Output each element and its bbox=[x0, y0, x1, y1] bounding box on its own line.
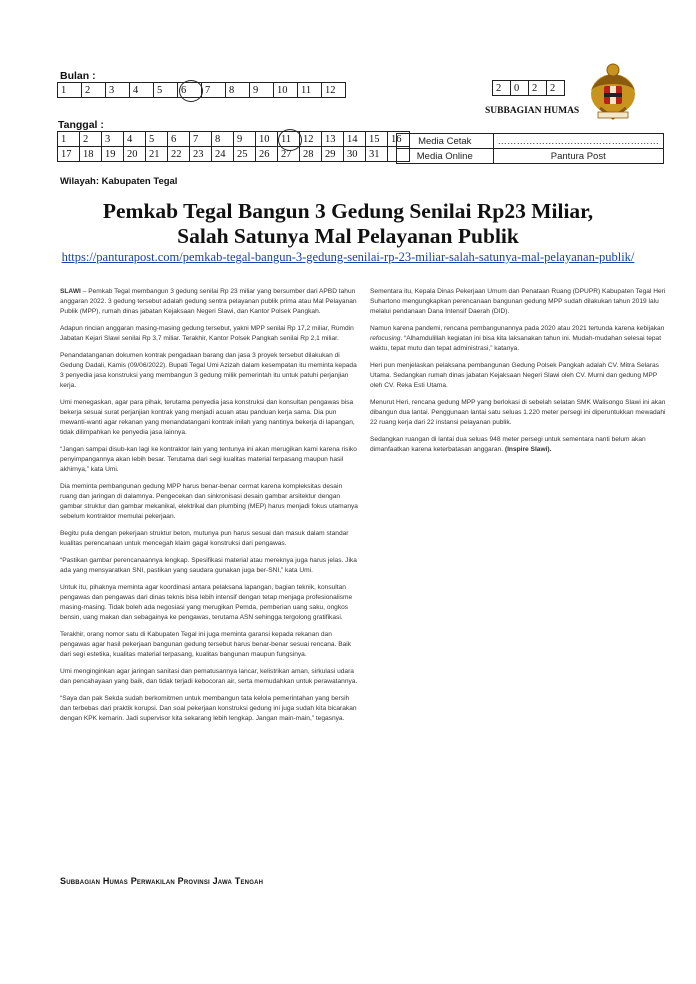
date-grid bbox=[57, 131, 410, 162]
selection-circle bbox=[278, 129, 302, 151]
date-cell: 23 bbox=[190, 147, 212, 162]
month-cell: 10 bbox=[274, 83, 298, 98]
media-online-label: Media Online bbox=[397, 149, 494, 164]
date-cell: 21 bbox=[146, 147, 168, 162]
date-cell: 4 bbox=[124, 132, 146, 147]
bulan-label: Bulan : bbox=[60, 70, 96, 82]
month-cell: 5 bbox=[154, 83, 178, 98]
selection-circle bbox=[179, 80, 203, 102]
month-cell: 9 bbox=[250, 83, 274, 98]
date-cell: 27 bbox=[278, 147, 300, 162]
italic-term: refocusing bbox=[370, 335, 401, 342]
month-cell-selected: 6 bbox=[178, 83, 202, 98]
paragraph-text: Namun karena pandemi, rencana pembangunannya pada 2020 atau 2021 tertunda karena kebijakan bbox=[370, 325, 665, 332]
paragraph: Heri pun menjelaskan pelaksana pembangunan Gedung Polsek Pangkah adalah CV. Mitra Selaras Utama. Sedangkan rumah dinas jabatan Kejaksaan Negeri Slawi oleh CV. Murni dan gedung MPP oleh CV. Reka Esti Utama. bbox=[370, 362, 659, 389]
date-cell: 17 bbox=[58, 147, 80, 162]
media-online-value: Pantura Post bbox=[493, 149, 664, 164]
month-cell: 12 bbox=[322, 83, 346, 98]
article-url-link[interactable]: https://panturapost.com/pemkab-tegal-bangun-3-gedung-senilai-rp-23-miliar-salah-satunya-mal-pelayanan-publik/ bbox=[61, 250, 635, 264]
month-cell: 2 bbox=[82, 83, 106, 98]
paragraph-text: – Pemkab Tegal membangun 3 gedung senilai Rp 23 miliar yang bersumber dari APBD tahun anggaran 2022. 3 gedung tersebut adalah gedung sentra pelayanan publik prima atau Mal Pelayanan Publik (MPP), rumah dinas jabatan Kejaksaan Negeri Slawi, dan Kantor Polsek Pangkah. bbox=[60, 288, 357, 315]
paragraph: Umi menegaskan, agar para pihak, terutama penyedia jasa konstruksi dan konsultan pengawas bisa bekerja sesuai surat perjanjian kontrak yang menjadi acuan atau panduan kerja sama. Dia pun mewanti-wanti agar rekanan yang menandatangani kontrak inilah yang nantinya bekerja di lapangan, tidak dilimpahkan ke penyedia jasa lainnya. bbox=[60, 399, 355, 436]
date-cell: 1 bbox=[58, 132, 80, 147]
date-cell: 18 bbox=[80, 147, 102, 162]
date-cell: 29 bbox=[322, 147, 344, 162]
date-cell: 8 bbox=[212, 132, 234, 147]
date-cell: 3 bbox=[102, 132, 124, 147]
date-cell: 15 bbox=[366, 132, 388, 147]
date-cell: 12 bbox=[300, 132, 322, 147]
article-title bbox=[40, 199, 656, 249]
date-cell: 31 bbox=[366, 147, 388, 162]
date-cell: 26 bbox=[256, 147, 278, 162]
year-digit: 2 bbox=[493, 81, 511, 96]
date-cell: 30 bbox=[344, 147, 366, 162]
article-title-line2: Salah Satunya Mal Pelayanan Publik bbox=[177, 224, 519, 248]
year-box bbox=[492, 80, 565, 96]
date-cell: 6 bbox=[168, 132, 190, 147]
date-cell: 19 bbox=[102, 147, 124, 162]
paragraph: “Pastikan gambar perencanaannya lengkap. Spesifikasi material atau mereknya juga harus jelas. Jika ada yang mensyaratkan SNI, pastikan yang saudara gunakan juga ber-SNI,” kata Umi. bbox=[60, 557, 357, 574]
date-cell: 9 bbox=[234, 132, 256, 147]
paragraph bbox=[370, 435, 666, 455]
garuda-emblem-icon bbox=[588, 62, 638, 122]
date-cell: 25 bbox=[234, 147, 256, 162]
paragraph bbox=[370, 324, 666, 354]
paragraph bbox=[60, 287, 360, 317]
date-cell: 7 bbox=[190, 132, 212, 147]
media-cetak-label: Media Cetak bbox=[397, 134, 494, 149]
year-digit: 2 bbox=[547, 81, 565, 96]
month-cell: 7 bbox=[202, 83, 226, 98]
date-cell: 20 bbox=[124, 147, 146, 162]
dateline: SLAWI bbox=[60, 288, 81, 295]
year-digit: 0 bbox=[511, 81, 529, 96]
date-cell: 14 bbox=[344, 132, 366, 147]
paragraph: “Jangan sampai disub-kan lagi ke kontraktor lain yang tentunya ini akan merugikan kami karena risiko penyimpangannya akan lebih besar. Terutama dari segi kualitas material terpasang maupun hasil akhirnya,” kata Umi. bbox=[60, 446, 357, 473]
date-cell: 24 bbox=[212, 147, 234, 162]
media-cetak-value: …………………………………………… bbox=[493, 134, 664, 149]
date-cell: 13 bbox=[322, 132, 344, 147]
month-cell: 1 bbox=[58, 83, 82, 98]
month-cell: 11 bbox=[298, 83, 322, 98]
tanggal-label: Tanggal : bbox=[58, 119, 104, 131]
date-cell: 10 bbox=[256, 132, 278, 147]
month-cell: 8 bbox=[226, 83, 250, 98]
paragraph: Terakhir, orang nomor satu di Kabupaten Tegal ini juga meminta garansi kepada rekanan dan pengawas agar hasil pekerjaan bangunan gedung tersebut harus benar-benar sesuai rencana. Baik dari segi estetika, kualitas material terpasang, kualitas bangunan maupun fungsinya. bbox=[60, 631, 352, 658]
date-cell-selected: 11 bbox=[278, 132, 300, 147]
year-digit: 2 bbox=[529, 81, 547, 96]
paragraph-text: . “Alhamdulillah kegiatan ini bisa kita laksanakan tahun ini. Mudah-mudahan selesai tepat waktu, tepat mutu dan tepat administrasi,” katanya. bbox=[370, 335, 662, 352]
wilayah-label: Wilayah: Kabupaten Tegal bbox=[60, 176, 178, 187]
paragraph: Sementara itu, Kepala Dinas Pekerjaan Umum dan Penataan Ruang (DPUPR) Kabupaten Tegal Heri Suhartono mengungkapkan perencanaan bangunan gedung MPP sudah dilakukan tahun 2019 lalu melalui pendanaan Dana Intensif Daerah (DID). bbox=[370, 288, 666, 315]
date-cell: 5 bbox=[146, 132, 168, 147]
month-cell: 3 bbox=[106, 83, 130, 98]
date-cell: 2 bbox=[80, 132, 102, 147]
author-credit: (Inspire Slawi). bbox=[504, 446, 552, 453]
org-name: SUBBAGIAN HUMAS bbox=[485, 106, 580, 116]
paragraph: Dia meminta pembangunan gedung MPP harus benar-benar cermat karena kompleksitas desain ruang dan jaringan di dalamnya. Pengecekan dan sinkronisasi desain gambar arsitektur dengan gambar struktur dan gambar mekanikal, elektrikal dan plumbing (MEP) harus menjadi fokus utamanya sebelum kontraktor memulai pekerjaan. bbox=[60, 483, 358, 520]
month-cell: 4 bbox=[130, 83, 154, 98]
date-cell: 22 bbox=[168, 147, 190, 162]
left-column bbox=[60, 287, 360, 731]
paragraph: Adapun rincian anggaran masing-masing gedung tersebut, yakni MPP senilai Rp 17,2 miliar, Rumdin Jabatan Kejari Slawi senilai Rp 3,7 miliar. Terakhir, Kantor Polsek Pangkah senilai Rp 2,1 miliar. bbox=[60, 325, 354, 342]
article-title-line1: Pemkab Tegal Bangun 3 Gedung Senilai Rp23 Miliar, bbox=[102, 199, 594, 223]
date-cell: 16 bbox=[388, 132, 410, 147]
paragraph: Untuk itu, pihaknya meminta agar koordinasi antara pelaksana lapangan, bagian teknik, konsultan pengawas dan pengawas dari dinas teknis bisa lebih intensif dengan tetap menjaga profesionalisme masing-masing. Tidak boleh ada negosiasi yang merugikan Pemda, pemberian uang saku, ongkos bensin, uang makan dan sebagainya ke pengawas, terutama ASN sehingga tergolong gratifikasi. bbox=[60, 584, 353, 621]
paragraph: “Saya dan pak Sekda sudah berkomitmen untuk membangun tata kelola pemerintahan yang bersih dan terbebas dari praktik korupsi. Dan soal pekerjaan konstruksi gedung ini juga sudah kita bicarakan dengan KPK kemarin. Jadi supervisor kita sekarang lebih lengkap. Jangan main-main,” tegasnya. bbox=[60, 695, 357, 722]
media-table bbox=[396, 133, 664, 164]
paragraph: Umi menginginkan agar jaringan sanitasi dan pematusannya lancar, kelistrikan aman, sirkulasi udara dan pencahayaan yang baik, dan tidak terjadi kebocoran air, serta memudahkan untuk perawatannya. bbox=[60, 668, 358, 685]
paragraph: Begitu pula dengan pekerjaan struktur beton, mutunya pun harus sesuai dan masuk dalam standar kualitas perencanaan untuk mencegah klaim gagal konstruksi dari pengawas. bbox=[60, 530, 349, 547]
paragraph-text: Sedangkan ruangan di lantai dua seluas 948 meter persegi untuk sementara nanti belum akan dimanfaatkan karena keterbatasan anggaran. bbox=[370, 436, 646, 453]
paragraph: Menurut Heri, rencana gedung MPP yang berlokasi di sebelah selatan SMK Walisongo Slawi ini akan dibangun dua lantai. Penggunaan lantai satu seluas 1.220 meter persegi ini diperuntukkan mewadahi 22 ruang kerja dari 22 instansi pelayanan publik. bbox=[370, 399, 666, 426]
paragraph: Penandatanganan dokumen kontrak pengadaan barang dan jasa 3 proyek tersebut dilakukan di Gedung Dadali, Kamis (09/06/2022). Bupati Tegal Umi Azizah dalam kesempatan itu meminta kepada 3 penyedia jasa konstruksi yang membangun 3 gedung milik pemerintah itu untuk patuhi perjanjian kerja. bbox=[60, 352, 357, 389]
date-cell: 28 bbox=[300, 147, 322, 162]
right-column bbox=[370, 287, 666, 462]
footer-org: Subbagian Humas Perwakilan Provinsi Jawa Tengah bbox=[60, 876, 264, 886]
